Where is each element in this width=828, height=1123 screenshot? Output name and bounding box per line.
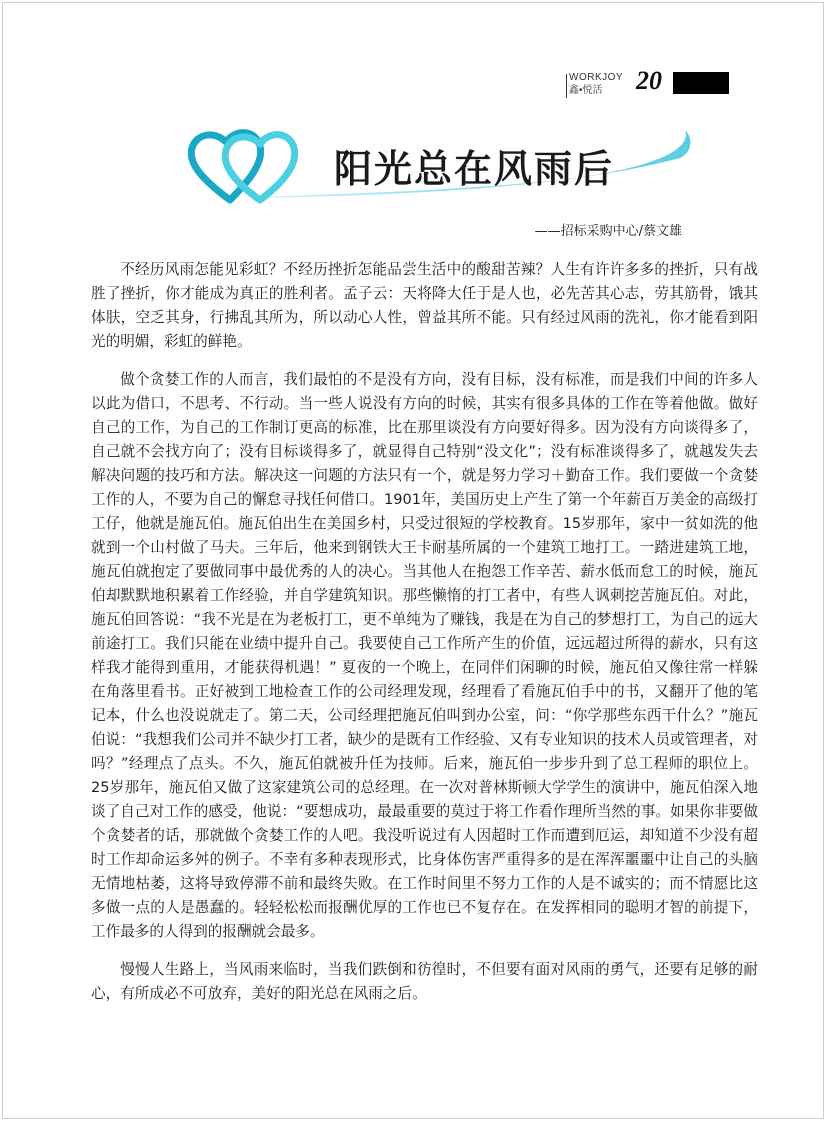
paragraph: 做个贪婪工作的人而言，我们最怕的不是没有方向，没有目标，没有标准，而是我们中间的许多人以此为借口，不思考、不行动。当一些人说没有方向的时候，其实有很多具体的工作在等着他做。做好自己的工作，为自己的工作制订更高的标准，比在那里谈没有方向要好得多。因为没有方向谈得多了，自己就不会找方向了；没有目标谈得多了，就显得自己特别“没文化”；没有标准谈得多了，就越发失去解决问题的技巧和方法。解决这一问题的方法只有一个，就是努力学习＋勤奋工作。我们要做一个贪婪工作的人，不要为自己的懈怠寻找任何借口。1901年，美国历史上产生了第一个年薪百万美金的高级打工仔，他就是施瓦伯。施瓦伯出生在美国乡村，只受过很短的学校教育。15岁那年，家中一贫如洗的他就到一个山村做了马夫。三年后，他来到钢铁大王卡耐基所属的一个建筑工地打工。一踏进建筑工地，施瓦伯就抱定了要做同事中最优秀的人的决心。当其他人在抱怨工作辛苦、薪水低而怠工的时候，施瓦伯却默默地积累着工作经验，并自学建筑知识。那些懒惰的打工者中，有些人讽刺挖苦施瓦伯。对此，施瓦伯回答说：“我不光是在为老板打工，更不单纯为了赚钱，我是在为自己的梦想打工，为自己的远大前途打工。我们只能在业绩中提升自己。我要使自己工作所产生的价值，远远超过所得的薪水，只有这样我才能得到重用，才能获得机遇！” 夏夜的一个晚上，在同伴们闲聊的时候，施瓦伯又像往常一样躲在角落里看书。正好被到工地检查工作的公司经理发现，经理看了看施瓦伯手中的书，又翻开了他的笔记本，什么也没说就走了。第二天，公司经理把施瓦伯叫到办公室，问：“你学那些东西干什么？”施瓦伯说：“我想我们公司并不缺少打工者，缺少的是既有工作经验、又有专业知识的技术人员或管理者，对吗？”经理点了点头。不久，施瓦伯就被升任为技师。后来，施瓦伯一步步升到了总工程师的职位上。25岁那年，施瓦伯又做了这家建筑公司的总经理。在一次对普林斯顿大学学生的演讲中，施瓦伯深入地谈了自己对工作的感受，他说：“要想成功，最最重要的莫过于将工作看作理所当然的事。如果你非要做个贪婪者的话，那就做个贪婪工作的人吧。我没听说过有人因超时工作而遭到厄运，却知道不少没有超时工作却命运多舛的例子。不幸有多种表现形式，比身体伤害严重得多的是在浑浑噩噩中让自己的头脑无情地枯萎，这将导致停滞不前和最终失败。在工作时间里不努力工作的人是不诚实的；而不情愿比这多做一点的人是愚蠢的。轻轻松松而报酬优厚的工作也已不复存在。在发挥相同的聪明才智的前提下，工作最多的人得到的报酬就会最多。 — [91, 371, 758, 940]
brand-chinese: 鑫•悦活 — [569, 85, 603, 96]
article-title: 阳光总在风雨后 — [334, 147, 615, 191]
article-byline: ——招标采购中心/蔡文雄 — [534, 224, 682, 239]
brand-english: WORKJOY — [569, 72, 624, 83]
paragraph: 不经历风雨怎能见彩虹？不经历挫折怎能品尝生活中的酸甜苦辣？人生有许许多多的挫折，只有战胜了挫折，你才能成为真正的胜利者。孟子云：天将降大任于是人也，必先苦其心志，劳其筋骨，饿其体肤，空乏其身，行拂乱其所为，所以动心人性，曾益其所不能。只有经过风雨的洗礼，你才能看到阳光的明媚，彩虹的鲜艳。 — [91, 261, 758, 350]
header-brand — [569, 72, 631, 98]
article-body — [91, 258, 758, 1020]
header-divider — [566, 74, 567, 98]
paragraph: 慢慢人生路上，当风雨来临时，当我们跌倒和彷徨时，不但要有面对风雨的勇气，还要有足够的耐心，有所成必不可放弃，美好的阳光总在风雨之后。 — [91, 961, 758, 1002]
page-number-block — [673, 72, 729, 94]
page-number: 20 — [636, 66, 662, 95]
